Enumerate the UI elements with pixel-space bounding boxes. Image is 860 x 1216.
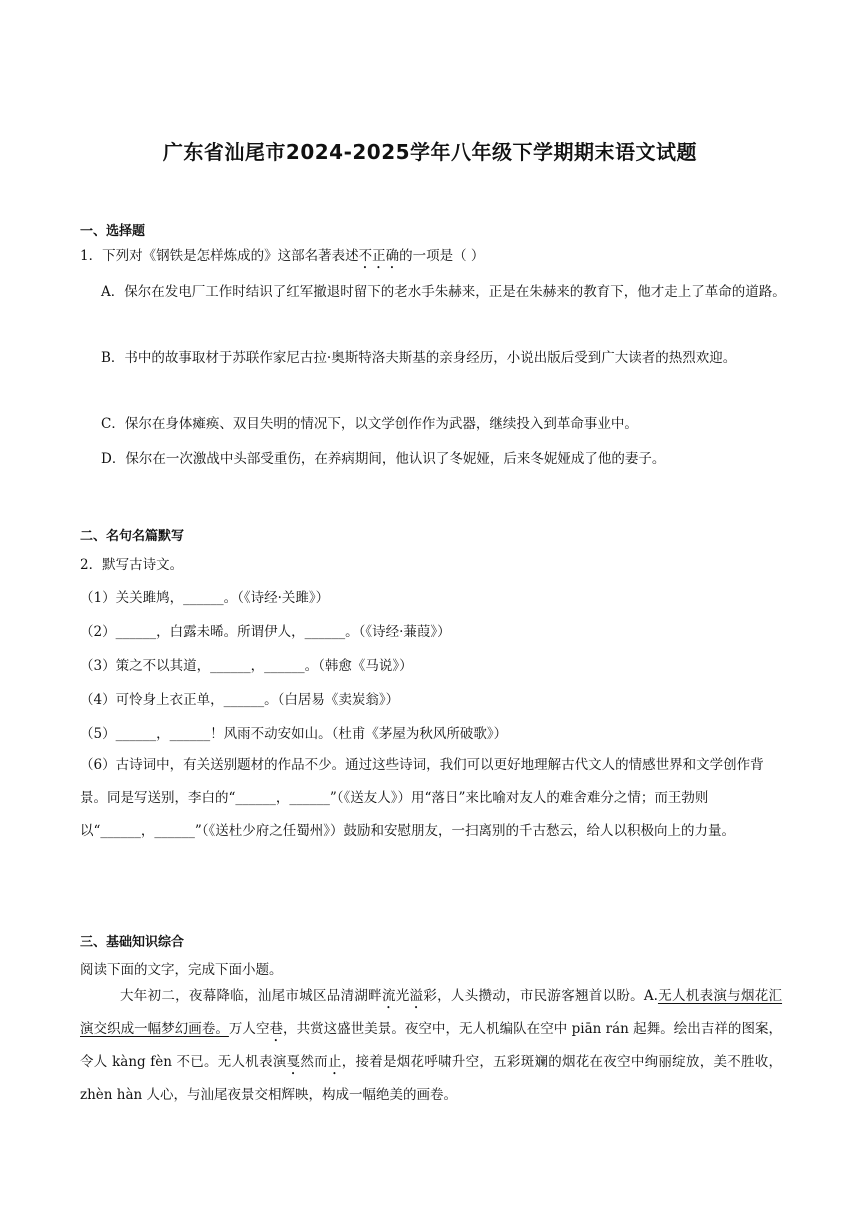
reading-instruction: 阅读下面的文字，完成下面小题。 xyxy=(80,962,283,978)
answer-blank[interactable]: ______ xyxy=(115,726,157,742)
question-2-stem: 2．默写古诗文。 xyxy=(80,557,184,573)
page-title: 广东省汕尾市2024-2025学年八年级下学期期末语文试题 xyxy=(162,140,698,164)
option-b[interactable]: B．书中的故事取材于苏联作家尼古拉·奥斯特洛夫斯基的亲身经历，小说出版后受到广大读者的热烈欢迎。 xyxy=(101,350,737,366)
answer-blank[interactable]: ______ xyxy=(264,658,305,674)
underlined-sentence-a: 无人机表演与烟花汇演交织成一幅梦幻画卷。 xyxy=(80,988,783,1037)
answer-blank[interactable]: ______ xyxy=(223,692,265,708)
emphasis-text: 溢 xyxy=(409,988,424,1004)
emphasis-text: 不正确 xyxy=(358,248,400,264)
emphasis-text: 巷 xyxy=(269,1021,284,1037)
section-heading-recitation: 二、名句名篇默写 xyxy=(80,529,185,544)
recitation-item: （1）关关雎鸠，______。（《诗经·关雎》） xyxy=(80,590,330,606)
emphasis-text: 戛 xyxy=(286,1054,301,1070)
recitation-item: （5）______，______！风雨不动安如山。（杜甫《茅屋为秋风所破歌》） xyxy=(80,726,508,742)
option-d[interactable]: D．保尔在一次激战中头部受重伤，在养病期间，他认识了冬妮娅，后来冬妮娅成了他的妻子。 xyxy=(101,451,666,467)
recitation-item: （2）______，白露未晞。所谓伊人，______。（《诗经·蒹葭》） xyxy=(80,624,451,640)
emphasis-text: 流 xyxy=(381,988,396,1004)
answer-blank[interactable]: ______ xyxy=(183,590,224,606)
section-heading-basics: 三、基础知识综合 xyxy=(80,935,185,950)
question-1-stem: 1．下列对《钢铁是怎样炼成的》这部名著表述不正确的一项是（ ） xyxy=(80,248,485,264)
recitation-item-6: （6）古诗词中，有关送别题材的作品不少。通过这些诗词，我们可以更好地理解古代文人的情感世界和文学创作背景。同是写送别，李白的“______，______”（《送友人》）用“落日”来比喻对友人的难舍难分之情；而王勃则以“______，______”（《送杜少府之任蜀州》）鼓励和安慰朋友，一扫离别的千古愁云，给人以积极向上的力量。 xyxy=(80,757,764,839)
reading-passage: 大年初二，夜幕降临，汕尾市城区品清湖畔流光溢彩，人头攒动，市民游客翘首以盼。A.无人机表演与烟花汇演交织成一幅梦幻画卷。万人空巷，共赏这盛世美景。夜空中，无人机编队在空中 piān rán 起舞。绘出吉祥的图案，令人 kàng fèn 不已。无人机表演戛然而止，接着是烟花呼啸升空，五彩斑斓的烟花在夜空中绚丽绽放，美不胜收，zhèn hàn 人心，与汕尾夜景交相辉映，构成一幅绝美的画卷。 xyxy=(80,988,783,1103)
answer-blank[interactable]: ______ xyxy=(304,624,346,640)
answer-blank[interactable]: ______ xyxy=(169,726,211,742)
answer-blank[interactable]: ______ xyxy=(115,624,157,640)
emphasis-text: 止 xyxy=(327,1054,342,1070)
option-c[interactable]: C．保尔在身体瘫痪、双目失明的情况下，以文学创作作为武器，继续投入到革命事业中。 xyxy=(101,416,638,432)
recitation-item: （4）可怜身上衣正单，______。（白居易《卖炭翁》） xyxy=(80,692,400,708)
answer-blank[interactable]: ______ xyxy=(210,658,251,674)
option-a[interactable]: A．保尔在发电厂工作时结识了红军撤退时留下的老水手朱赫来，正是在朱赫来的教育下，他才走上了革命的道路。 xyxy=(101,284,786,300)
recitation-item: （3）策之不以其道，______，______。（韩愈《马说》） xyxy=(80,658,413,674)
section-heading-choice: 一、选择题 xyxy=(80,224,146,239)
